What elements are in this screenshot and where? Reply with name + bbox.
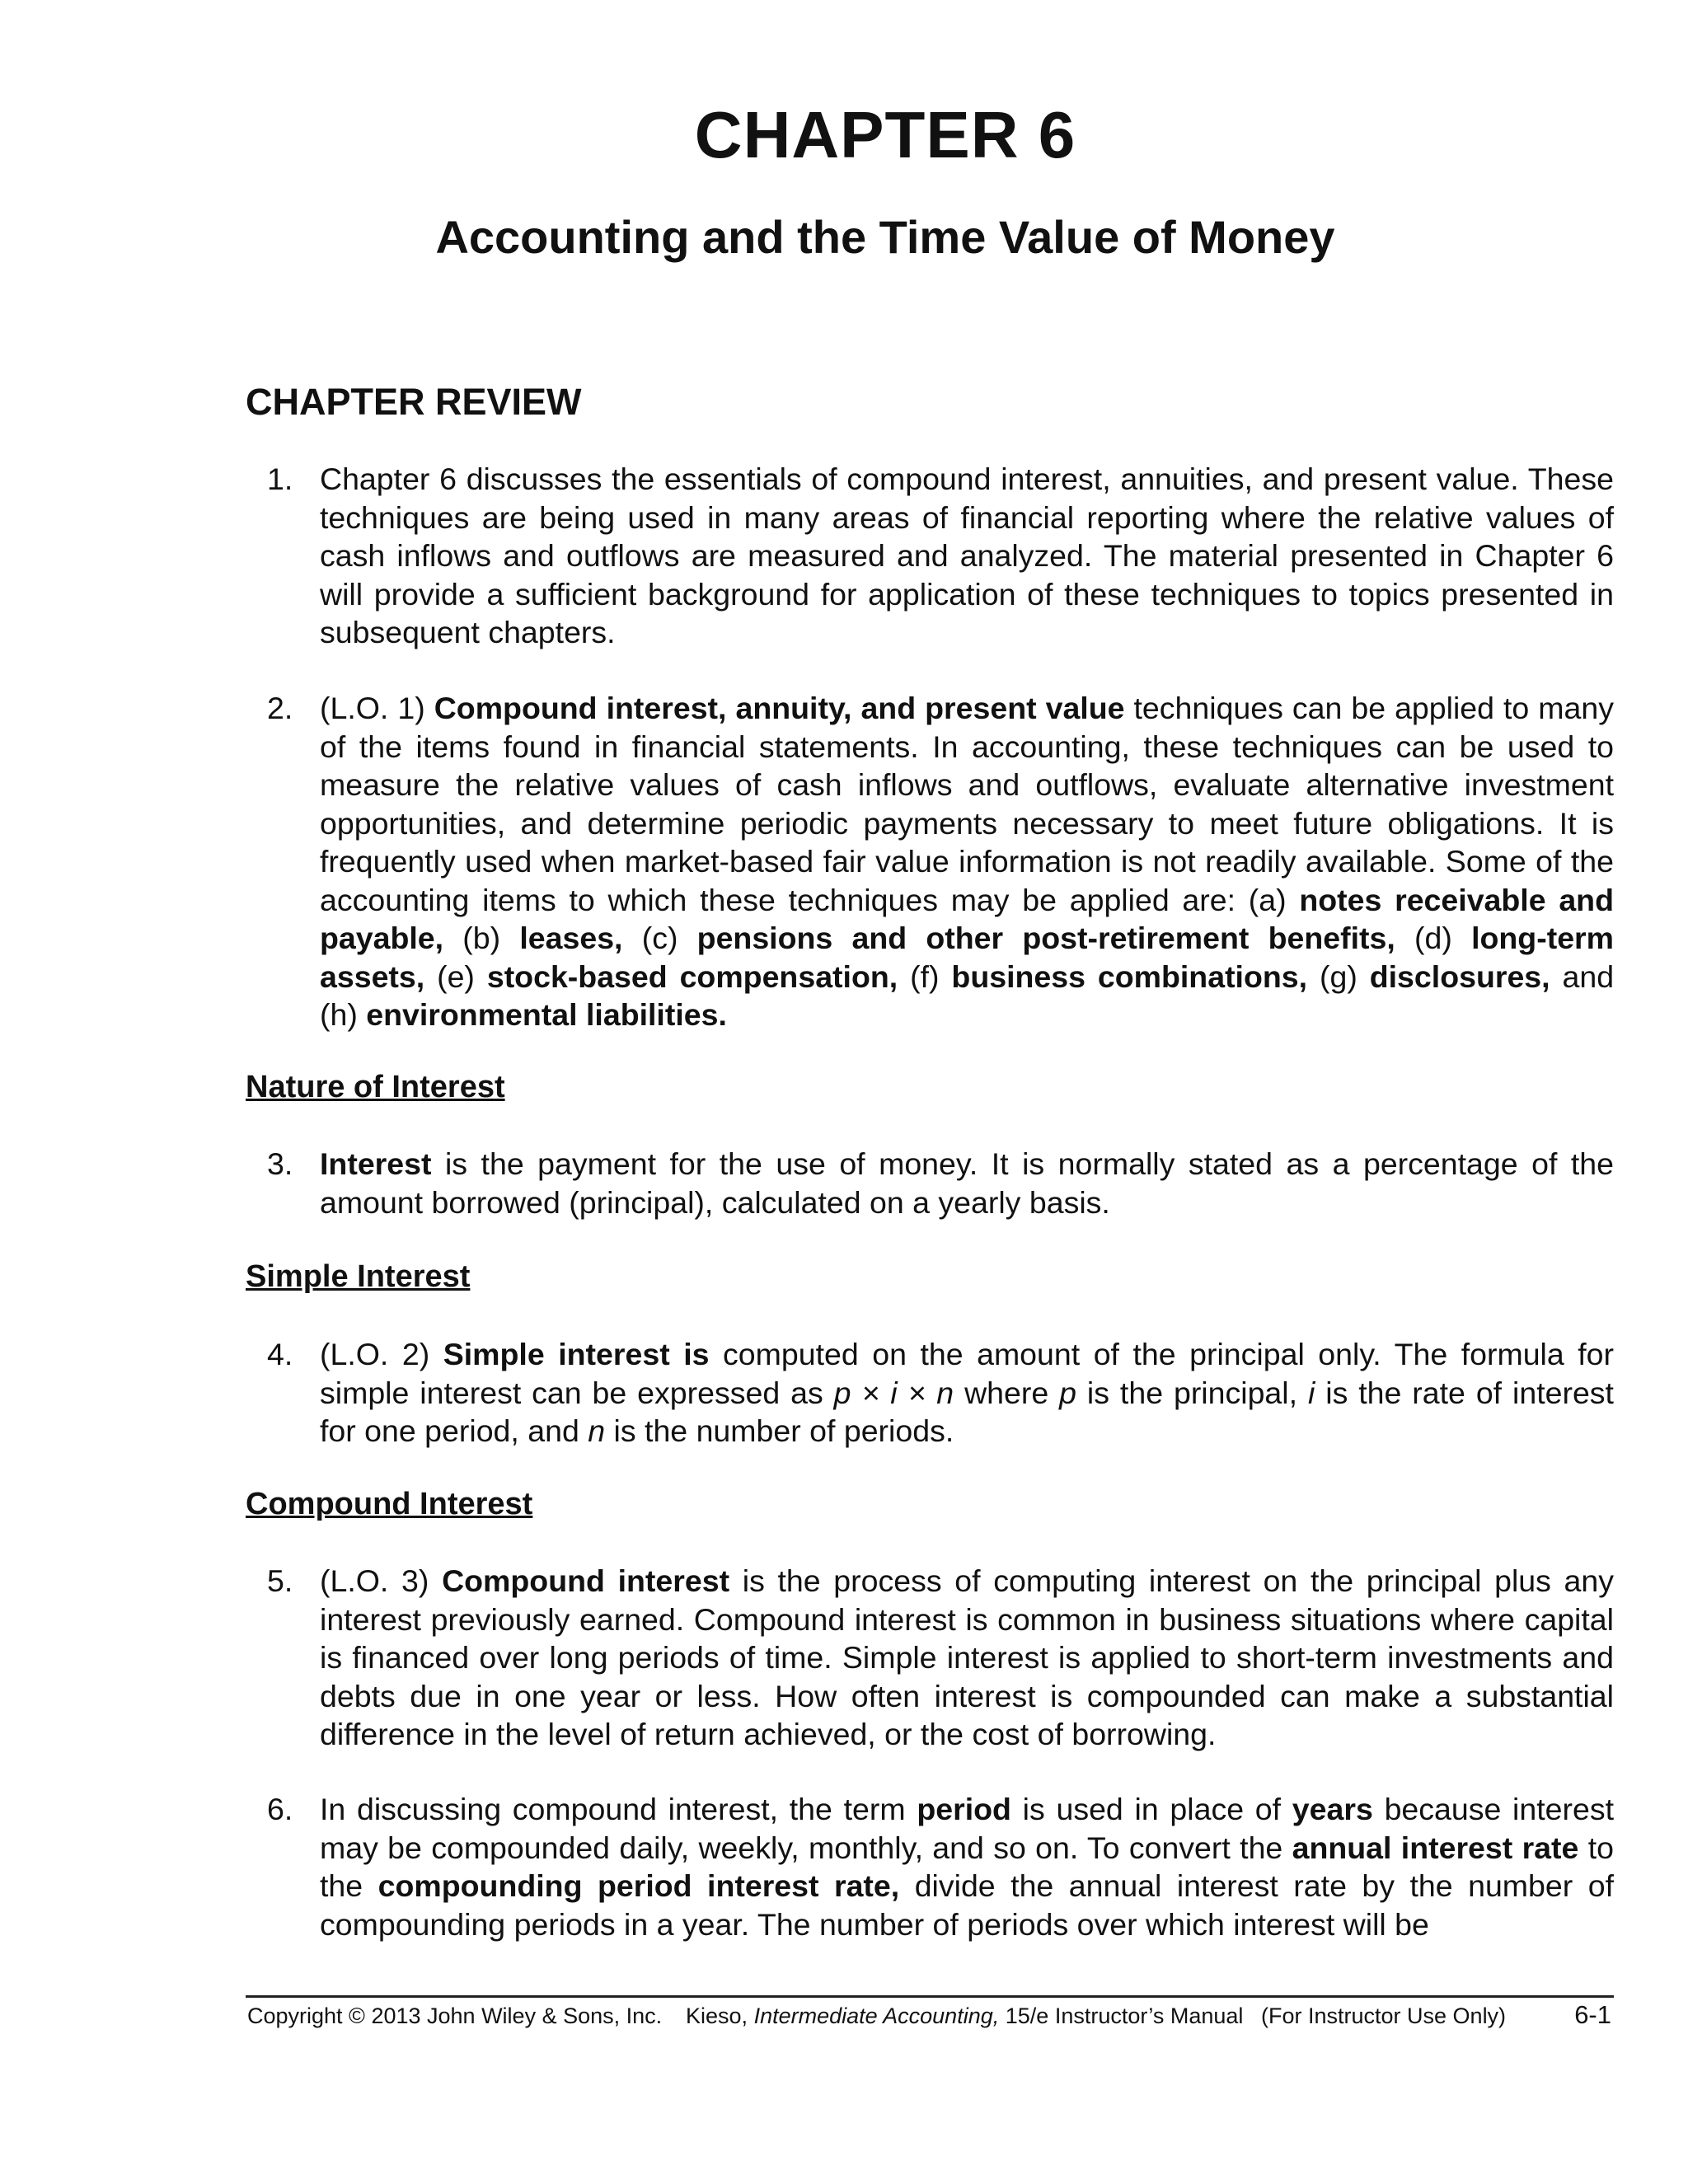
key-term: notes receivable and payable, [320, 882, 1614, 955]
chapter-title: Accounting and the Time Value of Money [435, 211, 1335, 263]
list-letter: (c) [641, 921, 678, 955]
footer-divider [246, 1995, 1614, 1998]
item-6-text: In discussing compound interest, the term [320, 1792, 906, 1826]
key-term: years [1292, 1792, 1373, 1826]
review-item-5 [246, 1562, 1614, 1754]
footer-book-title: Intermediate Accounting, [753, 2004, 1000, 2028]
item-4-text: is the principal, [1086, 1375, 1298, 1410]
page-number: 6-1 [1574, 2000, 1611, 2029]
variable: n [588, 1413, 606, 1448]
review-item-2 [246, 689, 1614, 1034]
item-4-text: where [964, 1375, 1049, 1410]
list-letter: (d) [1414, 921, 1452, 955]
key-term: disclosures, [1369, 958, 1550, 994]
footer-copyright: Copyright © 2013 John Wiley & Sons, Inc. [247, 2004, 663, 2028]
item-3-text: is the payment for the use of money. It is normally stated as a percentage of the amount borrowed (principal), calculated on a yearly basis. [320, 1146, 1614, 1220]
learning-objective: (L.O. 2) [320, 1337, 430, 1371]
item-number: 2. [267, 691, 293, 725]
formula: p × i × n [833, 1375, 954, 1410]
item-text [320, 1335, 1614, 1451]
key-term: Compound interest, annuity, and present value [434, 691, 1125, 725]
key-term: Simple interest is [443, 1337, 710, 1371]
item-number: 4. [267, 1337, 293, 1371]
review-item-6 [246, 1790, 1614, 1943]
key-term: business combinations, [951, 958, 1308, 994]
item-text [320, 1790, 1614, 1943]
footer-author: Kieso, [686, 2004, 748, 2028]
review-item-3 [246, 1145, 1614, 1221]
item-6-text: divide the annual interest rate by the number of compounding periods in a year. The number of periods over which interest will be [320, 1868, 1614, 1942]
key-term: environmental liabilities. [366, 997, 727, 1032]
section-heading-simple-interest: Simple Interest [246, 1259, 471, 1294]
learning-objective: (L.O. 1) [320, 691, 425, 725]
variable: i [1307, 1375, 1315, 1410]
list-letter: (b) [462, 921, 501, 955]
list-letter: and (h) [320, 958, 1615, 1032]
variable: p [1059, 1375, 1076, 1410]
key-term: annual interest rate [1292, 1830, 1579, 1865]
item-6-text: because interest may be compounded daily, weekly, monthly, and so on. To convert the [320, 1792, 1615, 1865]
key-term: Compound interest [442, 1563, 730, 1598]
item-number: 6. [267, 1792, 293, 1826]
list-letter: (f) [910, 958, 940, 994]
item-4-text: computed on the amount of the principal only. The formula for simple interest can be expressed as [320, 1337, 1615, 1410]
item-5-text: is the process of computing interest on the principal plus any interest previously earned. Compound interest is common in business situations where capital is financed over long periods of time. Simple interest is applied to short-term investments and debts due in one year or less. How often interest is compounded can make a substantial difference in the level of return achieved, or the cost of borrowing. [320, 1563, 1615, 1751]
item-4-text: is the rate of interest for one period, and [320, 1375, 1614, 1448]
item-number: 5. [267, 1563, 293, 1598]
page-footer [247, 2000, 1611, 2030]
item-2-text: techniques can be applied to many of the items found in financial statements. In accounting, these techniques can be used to measure the relative values of cash inflows and outflows, evaluate alternative investment opportunities, and determine periodic payments necessary to meet future obligations. It is frequently used when market-based fair value information is not readily available. Some of the accounting items to which these techniques may be applied are: (a) [320, 691, 1614, 917]
section-heading-compound-interest: Compound Interest [246, 1487, 533, 1521]
section-heading-nature-of-interest: Nature of Interest [246, 1070, 505, 1104]
review-item-4 [246, 1335, 1614, 1451]
item-text [320, 460, 1614, 652]
list-letter: (g) [1319, 958, 1357, 994]
item-6-text: is used in place of [1022, 1792, 1282, 1826]
learning-objective: (L.O. 3) [320, 1563, 429, 1598]
key-term: leases, [519, 921, 623, 955]
footer-edition: 15/e Instructor’s Manual [1005, 2004, 1244, 2028]
key-term: period [917, 1792, 1011, 1826]
review-item-1 [246, 460, 1614, 652]
footer-reference [686, 2004, 1261, 2029]
key-term: stock-based compensation, [486, 958, 898, 994]
item-text [320, 1145, 1614, 1221]
list-letter: (e) [437, 958, 475, 994]
chapter-review-heading: CHAPTER REVIEW [246, 381, 582, 423]
item-number: 3. [267, 1146, 293, 1181]
key-term: pensions and other post-retirement benefits, [696, 921, 1395, 955]
key-term: long-term assets, [320, 921, 1614, 994]
item-1-text: Chapter 6 discusses the essentials of compound interest, annuities, and present value. These techniques are being used in many areas of financial reporting where the relative values of cash inflows and outflows are measured and analyzed. The material presented in Chapter 6 will provide a sufficient background for application of these techniques to topics presented in subsequent chapters. [320, 462, 1614, 649]
item-4-text: is the number of periods. [613, 1413, 954, 1448]
key-term: compounding period interest rate, [377, 1868, 900, 1903]
footer-usage-note: (For Instructor Use Only) [1261, 2004, 1507, 2028]
item-6-text: to the [320, 1830, 1614, 1903]
item-number: 1. [267, 462, 293, 496]
key-term: Interest [320, 1146, 432, 1181]
chapter-number: CHAPTER 6 [694, 98, 1076, 171]
item-text [320, 1562, 1614, 1754]
item-text [320, 689, 1614, 1034]
